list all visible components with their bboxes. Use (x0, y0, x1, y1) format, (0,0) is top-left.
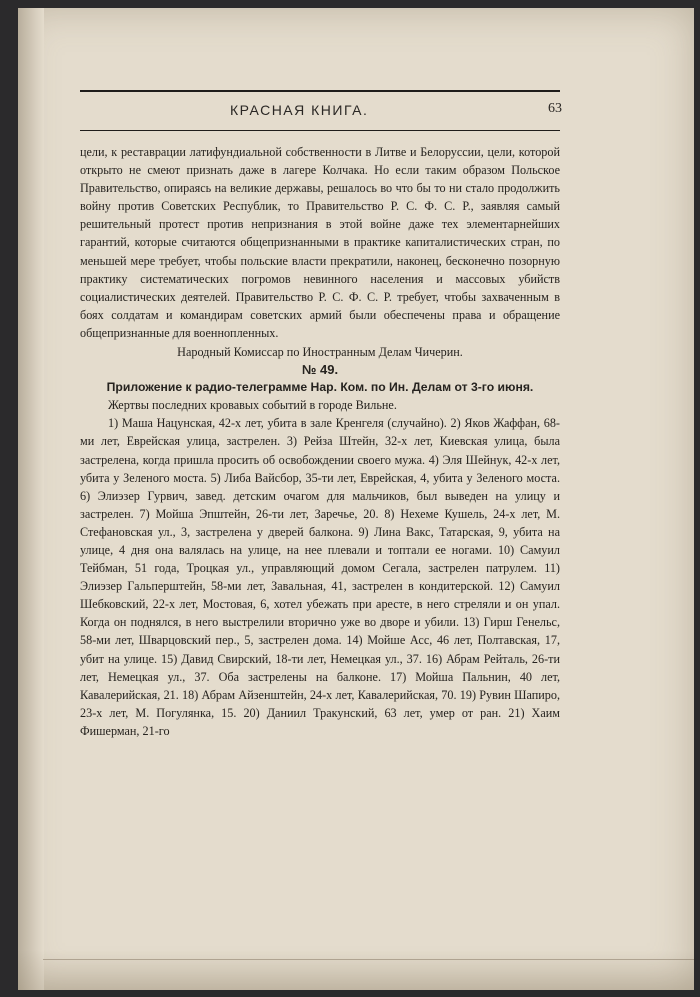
page-spine (18, 8, 44, 990)
page-bottom-shade (18, 950, 694, 990)
page-number: 63 (548, 101, 562, 116)
signature-line: Народный Комиссар по Иностранным Делам Чичерин. (177, 345, 463, 360)
body-paragraph: цели, к реставрации латифундиальной собственности в Литве и Белоруссии, цели, которой открыто не смеют признать даже в лагере Колчака. Но если таким образом Польское Правительство, опираясь на великие державы, решалось во что бы то ни стало продолжить войну против Советских Республик, то Правительство Р. С. Ф. С. Р., заявляя самый решительный протест против непризнания в этой войне даже тех элементарнейших гарантий, которые считаются общепризнанными в практике капиталистических стран, по меньшей мере требует, чтобы польские власти прекратили, наконец, бесконечно позорную практику систематических погромов невинного населения и массовых убийств социалистических деятелей. Правительство Р. С. Ф. С. Р. требует, чтобы захваченным в боях солдатам и командирам советских армий были обеспечены права и обращение общепризнанные для военнопленных. (80, 145, 560, 340)
bottom-rule (43, 959, 694, 960)
page-body (80, 143, 560, 740)
running-title: КРАСНАЯ КНИГА. (230, 102, 369, 118)
victims-list: 1) Маша Нацунская, 42-х лет, убита в зале Кренгеля (случайно). 2) Яков Жаффан, 68-ми лет, Еврейская улица, застрелен. 3) Рейза Штейн, 32-х лет, Киевская улица, была застрелена, когда пришла просить об освобождении своего мужа. 4) Эля Шейнук, 42-х лет, убита у Зеленого моста. 5) Либа Вайсбор, 35-ти лет, Еврейская, 4, убита у Зеленого моста. 6) Элиэзер Гурвич, завед. детским очагом для мальчиков, был выведен на улицу и застрелен. 7) Мойша Эпштейн, 26-ти лет, Заречье, 20. 8) Нехеме Кушель, 24-х лет, М. Стефановская ул., 3, застрелена у дверей балкона. 9) Лина Вакс, Татарская, 9, убита на улице, 4 дня она валялась на улице, на нее плевали и топтали ее ногами. 10) Самуил Тейбман, 51 года, Троцкая ул., управляющий домом Сегала, застрелен патрулем. 11) Элиэзер Гальперштейн, 58-ми лет, Завальная, 41, застрелен в кондитерской. 12) Самуил Шебковский, 22-х лет, Мостовая, 6, хотел убежать при аресте, в него стреляли и он упал. Когда он поднялся, в него выстрелили вторично уже во дворе и убили. 13) Гирш Генельс, 58-ми лет, Шварцовский пер., 5, застрелен дома. 14) Мойше Асс, 46 лет, Полтавская, 17, убит на улице. 15) Давид Свирский, 18-ти лет, Немецкая ул., 37. 16) Абрам Рейталь, 26-ти лет, Немецкая ул., 37. Оба застрелены на балконе. 17) Мойша Пальнин, 40 лет, Кавалерийская, 21. 18) Абрам Айзенштейн, 24-х лет, Кавалерийская, 70. 19) Рувин Шапиро, 23-х лет, М. Погулянка, 15. 20) Даниил Тракунский, 63 лет, умер от ран. 21) Хаим Фишерман, 21-го (80, 416, 560, 738)
document-number: № 49. (301, 362, 339, 378)
book-page (18, 8, 694, 990)
lead-paragraph: Жертвы последних кровавых событий в городе Вильне. (108, 398, 397, 413)
document-heading: Приложение к радио-телеграмме Нар. Ком. по Ин. Делам от 3-го июня. (106, 380, 534, 395)
running-header (80, 90, 560, 131)
